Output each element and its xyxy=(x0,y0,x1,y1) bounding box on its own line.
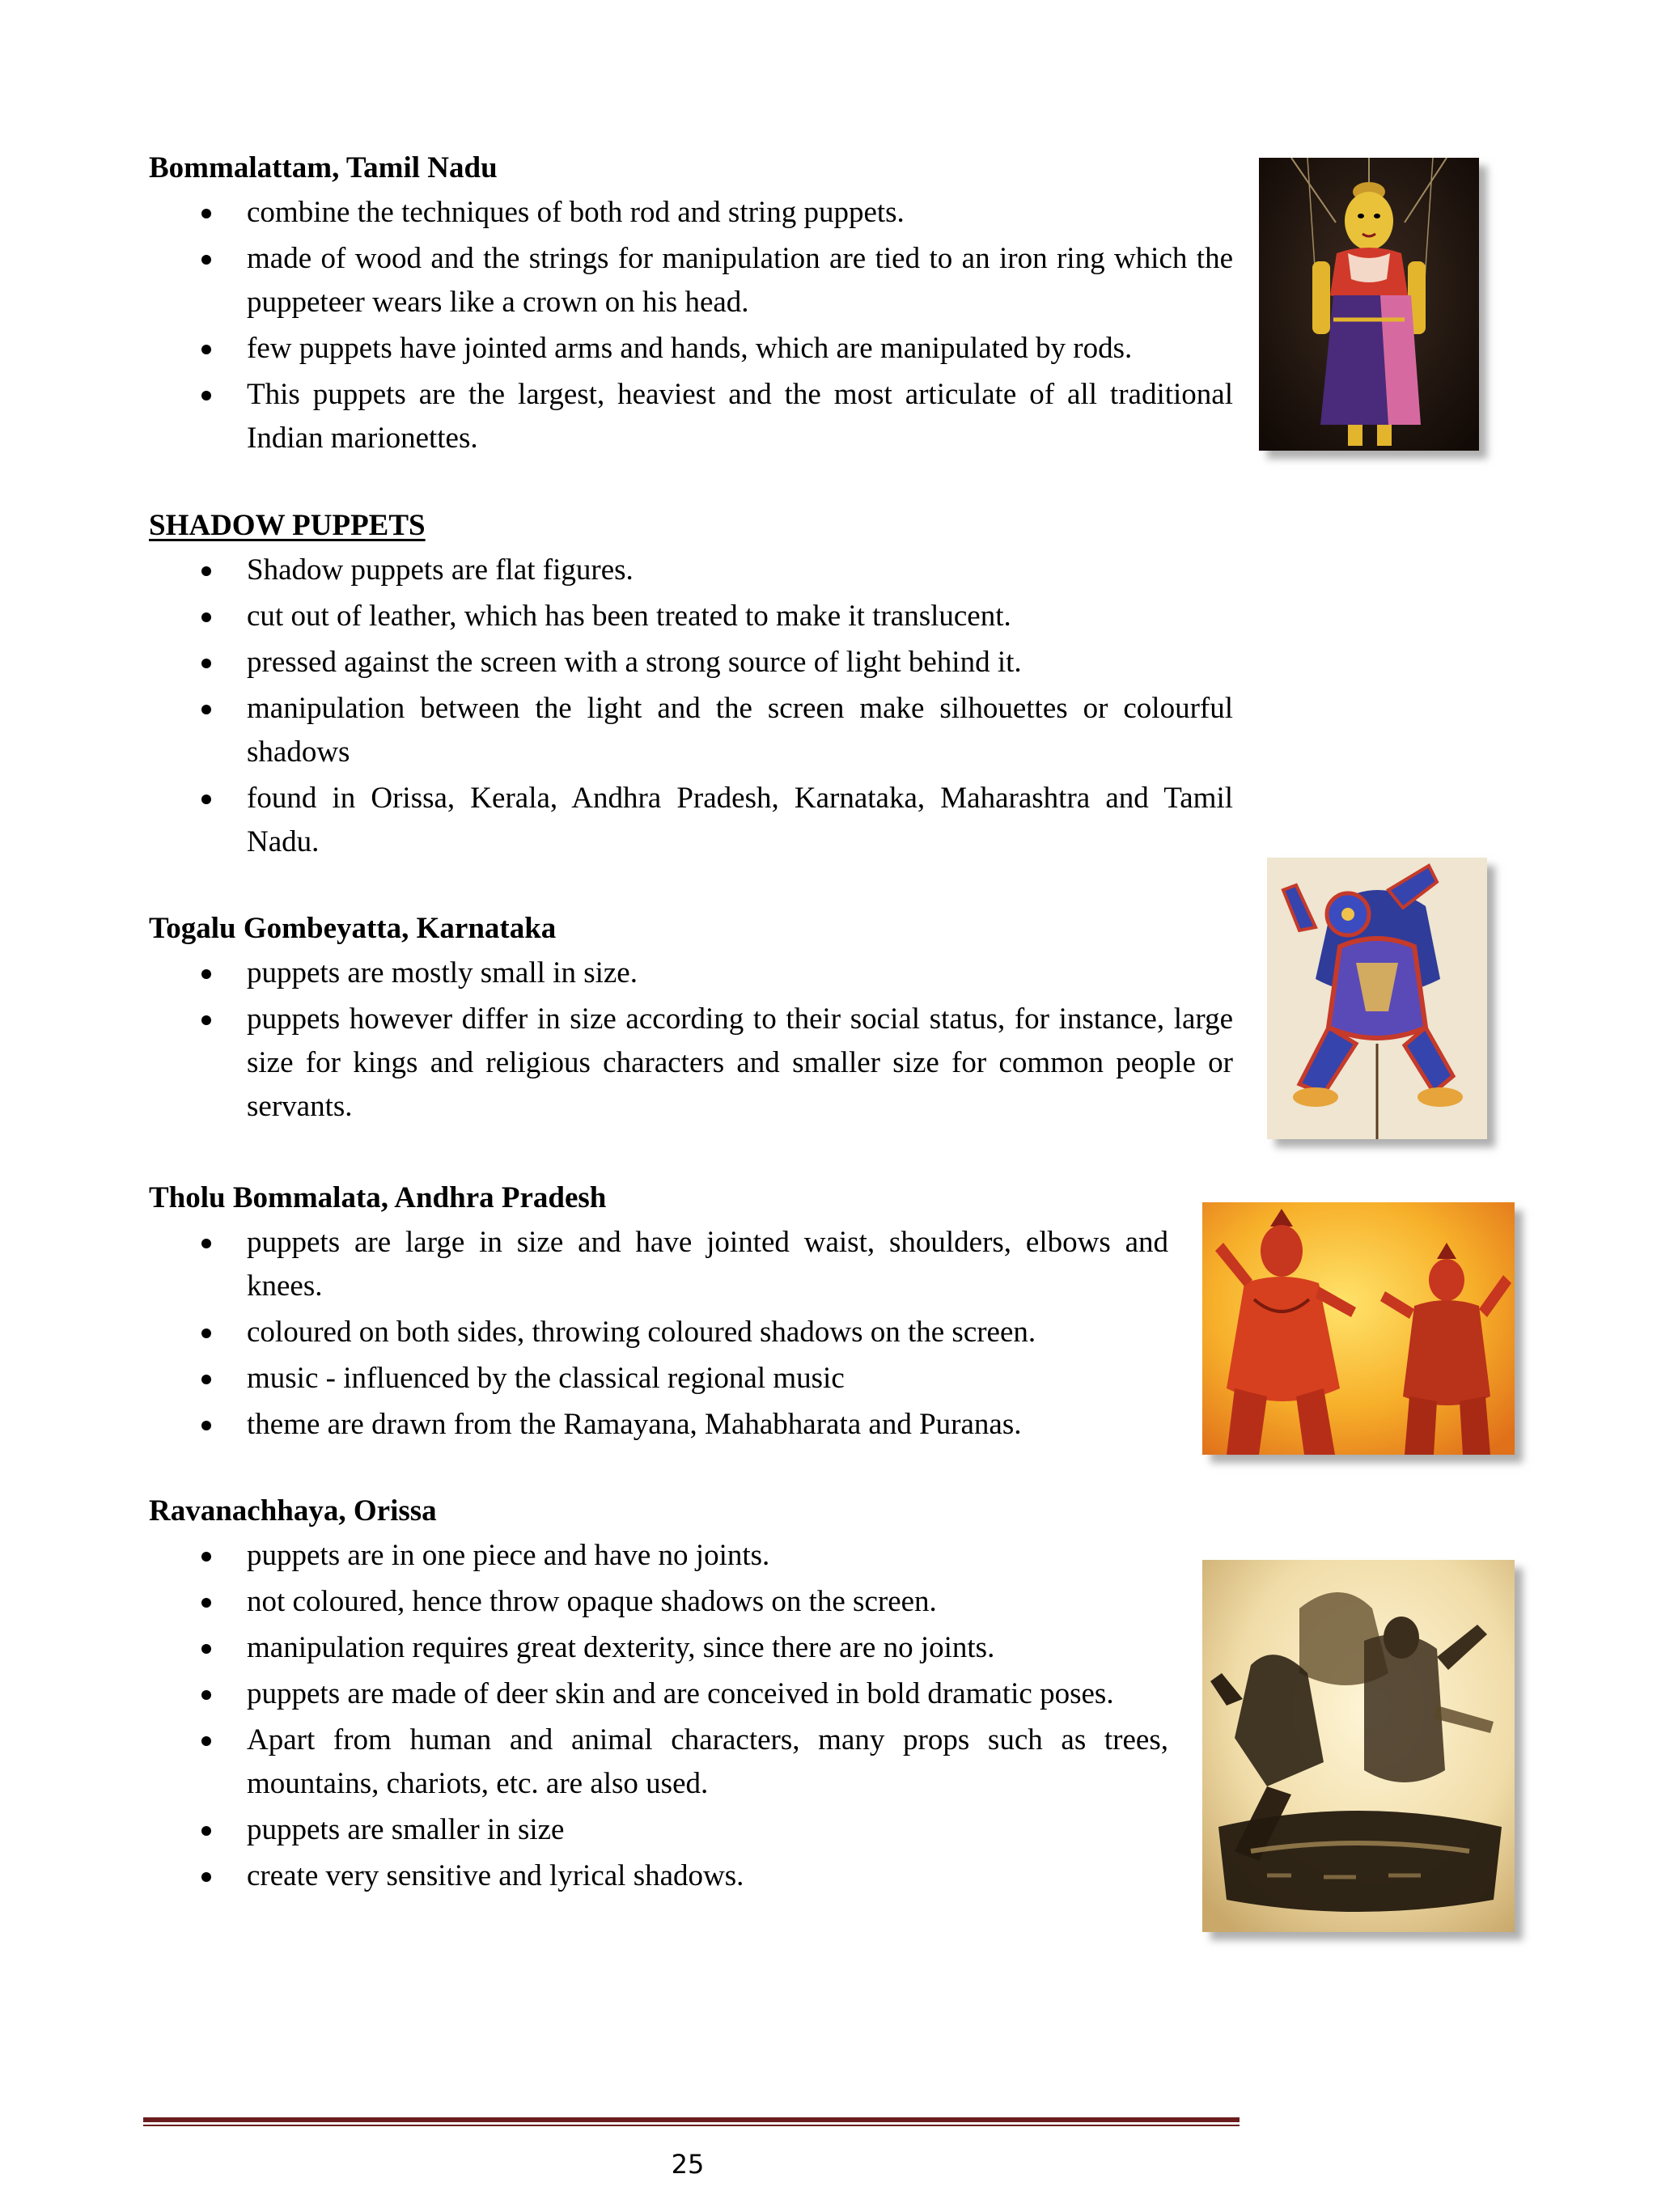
bullet-icon xyxy=(201,1644,211,1654)
list-item: puppets are made of deer skin and are conceived in bold dramatic poses. xyxy=(149,1672,1168,1716)
bullet-icon xyxy=(201,566,211,576)
section-tholu-bommalata xyxy=(149,1176,1168,1449)
list-item: puppets are smaller in size xyxy=(149,1808,1168,1852)
list-item: pressed against the screen with a strong source of light behind it. xyxy=(149,641,1233,684)
page-number: 25 xyxy=(671,2149,705,2180)
marionette-illustration xyxy=(1259,158,1479,451)
list-item: manipulation between the light and the screen make silhouettes or colourful shadows xyxy=(149,687,1233,774)
list-item: create very sensitive and lyrical shadows. xyxy=(149,1854,1168,1898)
bullet-icon xyxy=(201,612,211,622)
bullet-icon xyxy=(201,1421,211,1430)
section-ravanachhaya xyxy=(149,1489,1168,1901)
bullet-list xyxy=(149,549,1233,864)
bullet-icon xyxy=(201,1598,211,1608)
shadow-puppet-illustration xyxy=(1202,1202,1515,1455)
bullet-icon xyxy=(201,1690,211,1700)
list-item: Shadow puppets are flat figures. xyxy=(149,549,1233,592)
list-item: manipulation requires great dexterity, since there are no joints. xyxy=(149,1626,1168,1670)
bullet-icon xyxy=(201,1552,211,1562)
section-heading: Togalu Gombeyatta, Karnataka xyxy=(149,912,557,945)
bullet-icon xyxy=(201,1736,211,1746)
ravanachhaya-puppet-image xyxy=(1202,1560,1515,1932)
section-heading: Ravanachhaya, Orissa xyxy=(149,1494,437,1528)
bullet-icon xyxy=(201,1015,211,1025)
list-item: puppets are in one piece and have no joints. xyxy=(149,1534,1168,1578)
section-heading: Bommalattam, Tamil Nadu xyxy=(149,151,498,184)
list-item: puppets are large in size and have jointed waist, shoulders, elbows and knees. xyxy=(149,1221,1168,1308)
section-heading: SHADOW PUPPETS xyxy=(149,509,426,542)
list-item: theme are drawn from the Ramayana, Mahabharata and Puranas. xyxy=(149,1403,1168,1447)
list-item: coloured on both sides, throwing coloured shadows on the screen. xyxy=(149,1311,1168,1354)
list-item: combine the techniques of both rod and string puppets. xyxy=(149,191,1233,235)
list-item: music - influenced by the classical regional music xyxy=(149,1357,1168,1401)
bullet-icon xyxy=(201,255,211,265)
leather-puppet-illustration xyxy=(1267,858,1487,1139)
bullet-icon xyxy=(201,659,211,668)
bullet-icon xyxy=(201,1328,211,1338)
bommalattam-puppet-image xyxy=(1259,158,1479,451)
list-item: made of wood and the strings for manipulation are tied to an iron ring which the puppeteer wears like a crown on his head. xyxy=(149,237,1233,324)
bullet-icon xyxy=(201,969,211,979)
bullet-icon xyxy=(201,209,211,218)
section-togalu-gombeyatta xyxy=(149,906,1233,1131)
bullet-list xyxy=(149,1534,1168,1898)
bullet-icon xyxy=(201,1872,211,1882)
bullet-list xyxy=(149,951,1233,1129)
bullet-list xyxy=(149,191,1233,460)
section-shadow-puppets xyxy=(149,503,1233,867)
tholu-bommalata-puppet-image xyxy=(1202,1202,1515,1455)
list-item: puppets are mostly small in size. xyxy=(149,951,1233,995)
bullet-icon xyxy=(201,1826,211,1836)
section-heading: Tholu Bommalata, Andhra Pradesh xyxy=(149,1181,607,1214)
section-bommalattam xyxy=(149,146,1233,463)
list-item: found in Orissa, Kerala, Andhra Pradesh, Karnataka, Maharashtra and Tamil Nadu. xyxy=(149,777,1233,864)
bullet-icon xyxy=(201,391,211,400)
togalu-gombeyatta-puppet-image xyxy=(1267,858,1487,1139)
bullet-icon xyxy=(201,345,211,354)
list-item: Apart from human and animal characters, many props such as trees, mountains, chariots, etc. are also used. xyxy=(149,1718,1168,1806)
list-item: This puppets are the largest, heaviest and the most articulate of all traditional Indian marionettes. xyxy=(149,373,1233,460)
bullet-list xyxy=(149,1221,1168,1447)
footer-rule-thick xyxy=(143,2117,1240,2122)
bullet-icon xyxy=(201,1239,211,1248)
list-item: few puppets have jointed arms and hands, which are manipulated by rods. xyxy=(149,327,1233,371)
list-item: puppets however differ in size according to their social status, for instance, large size for kings and religious characters and smaller size for common people or servants. xyxy=(149,998,1233,1129)
silhouette-illustration xyxy=(1202,1560,1515,1932)
list-item: not coloured, hence throw opaque shadows on the screen. xyxy=(149,1580,1168,1624)
bullet-icon xyxy=(201,795,211,804)
bullet-icon xyxy=(201,1375,211,1384)
list-item: cut out of leather, which has been treated to make it translucent. xyxy=(149,595,1233,638)
bullet-icon xyxy=(201,705,211,714)
footer-rule-thin xyxy=(143,2125,1240,2126)
